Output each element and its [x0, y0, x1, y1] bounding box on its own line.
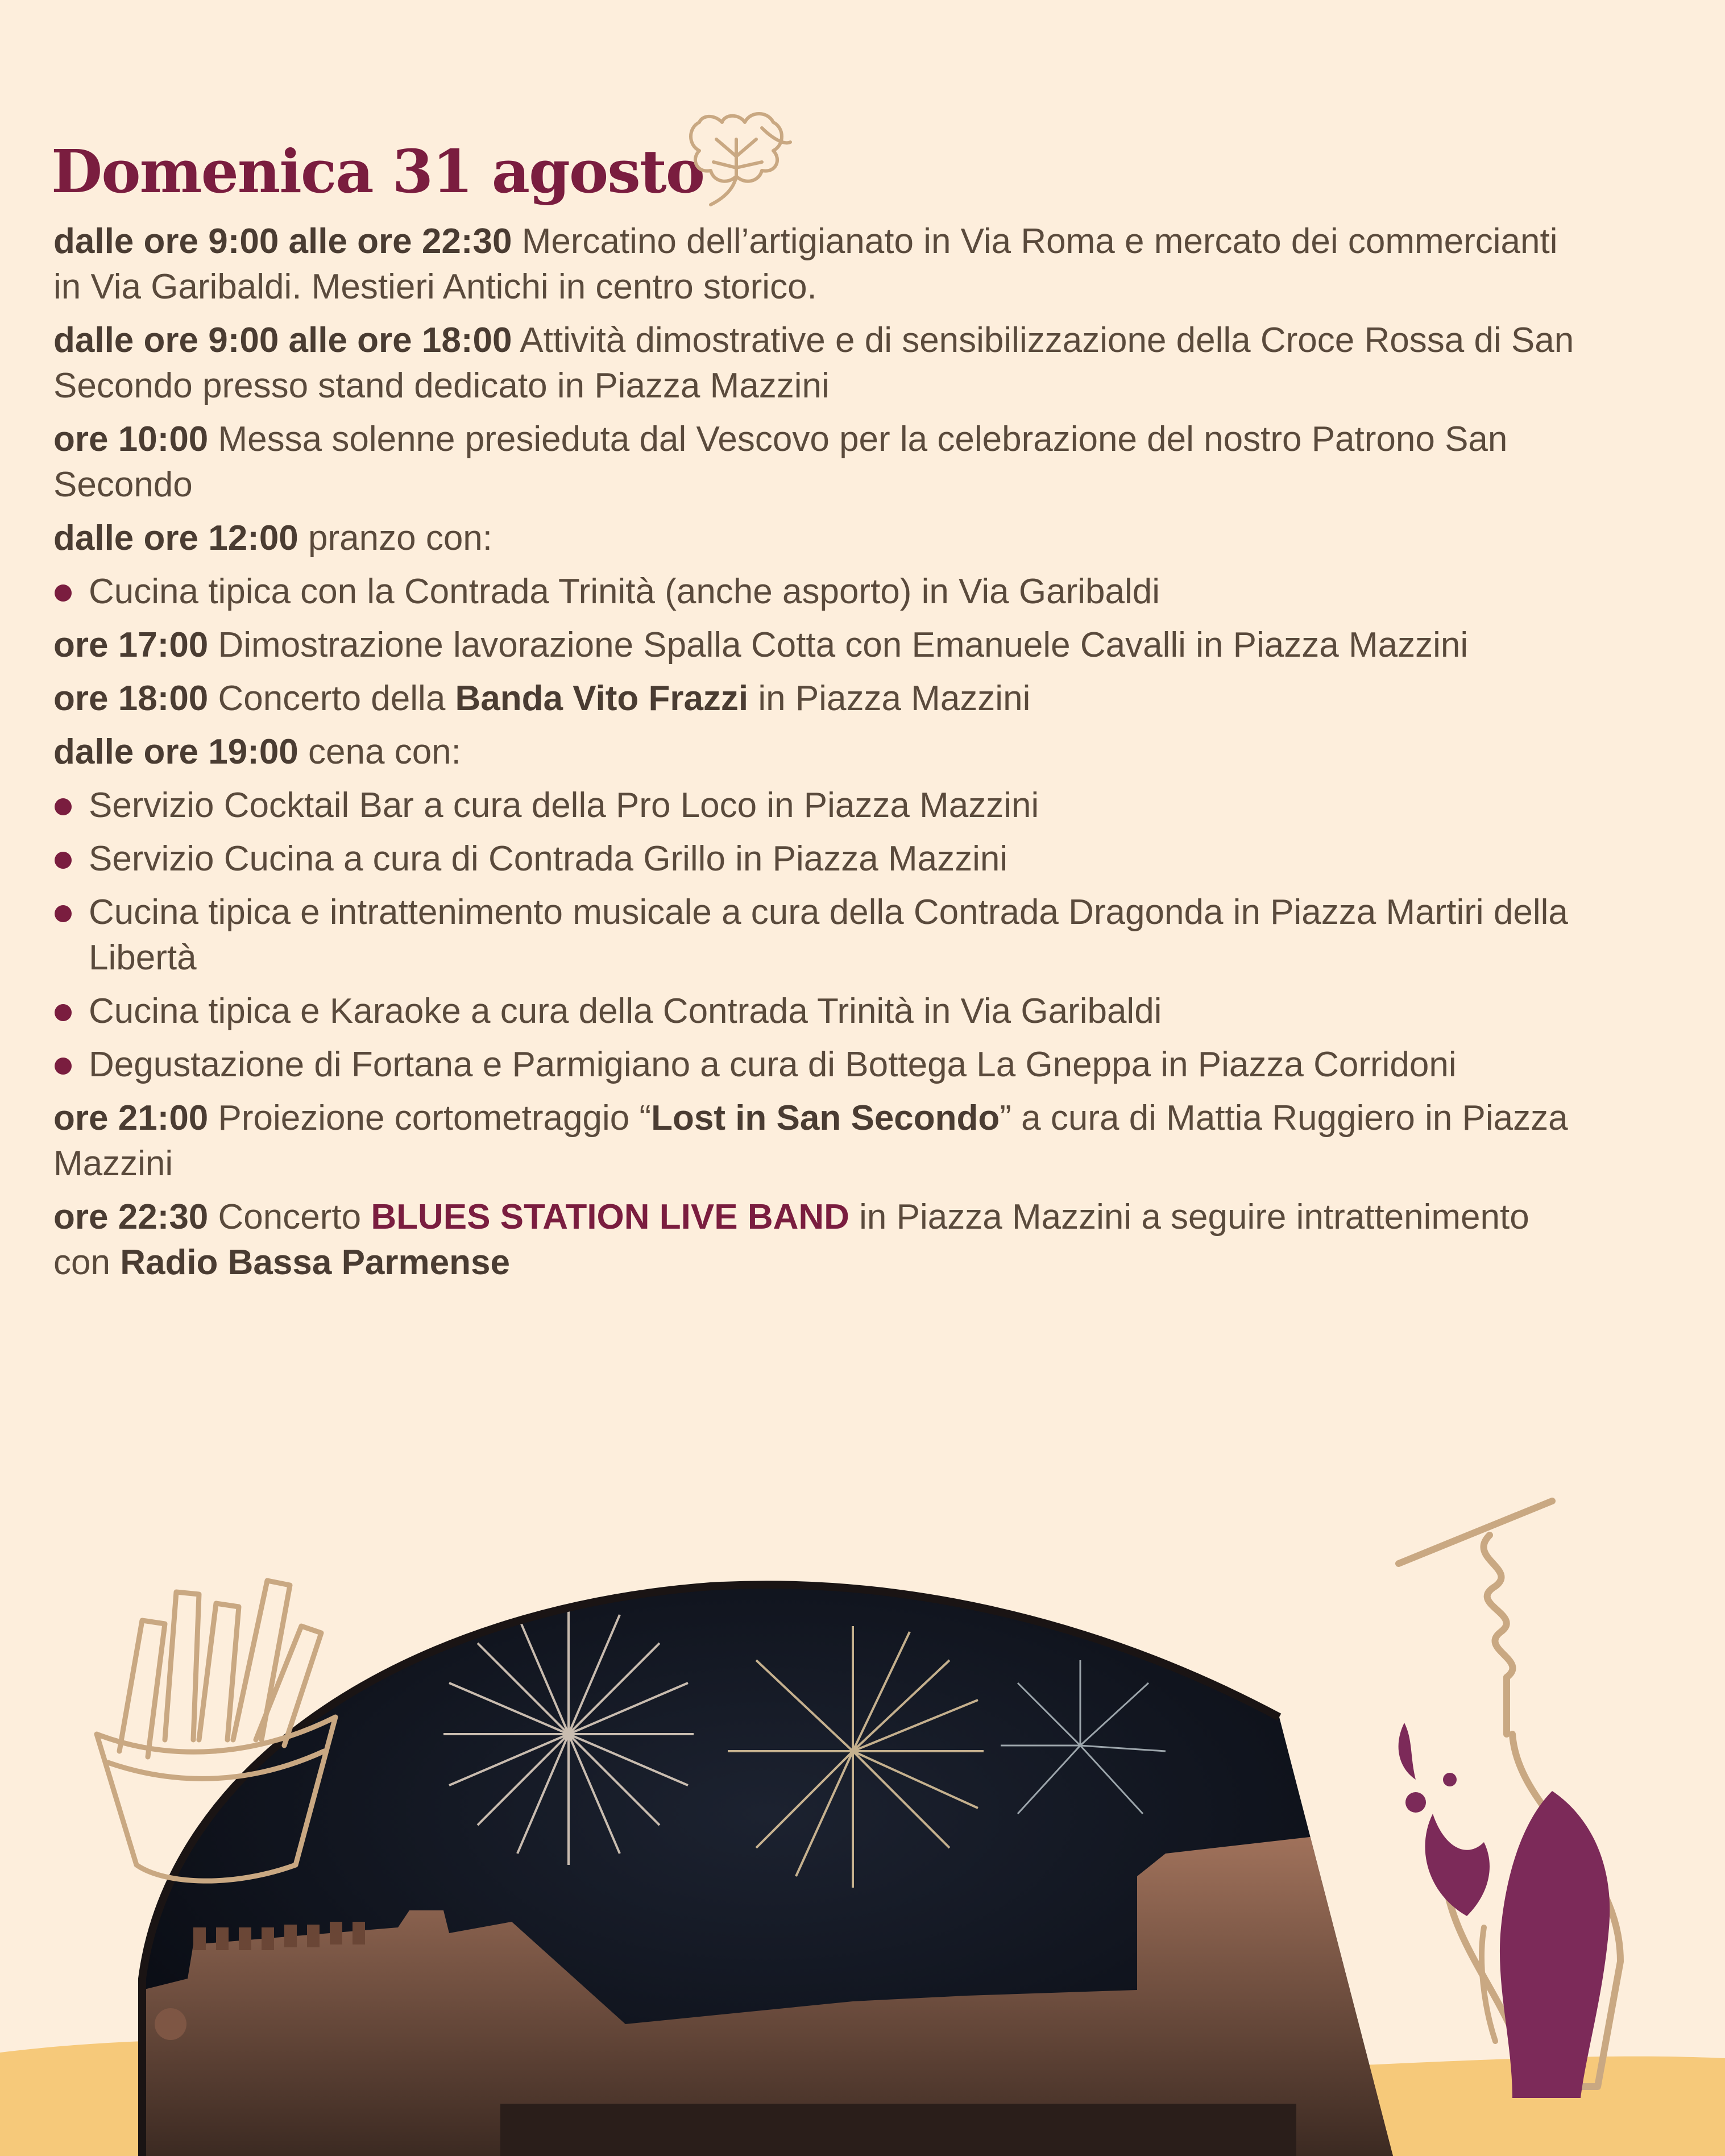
bullet-text [89, 1042, 1457, 1088]
bullet-dot-icon [55, 852, 72, 869]
schedule-entry [53, 417, 1589, 508]
bullet-text [89, 890, 1589, 981]
emphasis-text: dalle ore 12:00 [53, 519, 298, 558]
emphasis-text: ore 21:00 [53, 1098, 209, 1138]
body-text: Concerto della [208, 679, 455, 718]
emphasis-text: Banda Vito Frazzi [455, 679, 749, 718]
body-text: Cucina tipica e intrattenimento musicale a cura della Contrada Dragonda in Piazza Martiri della Libertà [89, 893, 1568, 977]
bullet-text [89, 569, 1160, 615]
emphasis-text: dalle ore 9:00 alle ore 18:00 [53, 321, 512, 360]
body-text: ” a cura di Mattia Ruggiero in Piazza Mazzini [53, 1098, 1568, 1183]
bullet-text [89, 989, 1162, 1034]
schedule-entry [53, 516, 1589, 561]
body-text: Degustazione di Fortana e Parmigiano a cura di Bottega La Gneppa in Piazza Corridoni [89, 1045, 1457, 1084]
schedule-bullet-item [53, 890, 1589, 981]
bullet-text [89, 836, 1007, 882]
highlight-text: BLUES STATION LIVE BAND [371, 1197, 849, 1237]
body-text: Concerto [208, 1197, 371, 1237]
body-text: Cucina tipica con la Contrada Trinità (anche asporto) in Via Garibaldi [89, 572, 1160, 611]
body-text: Proiezione cortometraggio “ [208, 1098, 652, 1138]
body-text: Dimostrazione lavorazione Spalla Cotta con Emanuele Cavalli in Piazza Mazzini [208, 625, 1469, 665]
body-text: Servizio Cucina a cura di Contrada Grillo in Piazza Mazzini [89, 839, 1008, 878]
schedule-bullet-item [53, 569, 1589, 615]
emphasis-text: ore 10:00 [53, 420, 209, 459]
schedule-bullet-item [53, 1042, 1589, 1088]
bullet-dot-icon [55, 905, 72, 922]
schedule-entry [53, 219, 1589, 310]
french-fries-icon [85, 1569, 347, 1888]
bullet-dot-icon [55, 584, 72, 602]
emphasis-text: Lost in San Secondo [651, 1098, 1000, 1138]
emphasis-text: dalle ore 19:00 [53, 732, 298, 772]
body-text: in Piazza Mazzini [748, 679, 1031, 718]
body-text: Attività dimostrative e di sensibilizzazione della Croce Rossa di San Secondo presso stand dedicato in Piazza Mazzini [53, 321, 1574, 405]
emphasis-text: dalle ore 9:00 alle ore 22:30 [53, 222, 512, 261]
schedule-entry [53, 318, 1589, 409]
body-text: Messa solenne presieduta dal Vescovo per la celebrazione del nostro Patrono San Secondo [53, 420, 1508, 504]
wine-bottle-corkscrew-icon [1382, 1495, 1689, 2109]
body-text: in Piazza Mazzini a seguire intrattenimento con [53, 1197, 1529, 1282]
body-text: cena con: [298, 732, 461, 772]
bullet-dot-icon [55, 1058, 72, 1075]
body-text: Mercatino dell’artigianato in Via Roma e mercato dei commercianti in Via Garibaldi. Mestieri Antichi in centro storico. [53, 222, 1558, 306]
bullet-dot-icon [55, 1004, 72, 1021]
emphasis-text: ore 17:00 [53, 625, 209, 665]
bullet-dot-icon [55, 798, 72, 815]
schedule-entry [53, 623, 1589, 668]
schedule-bullet-item [53, 989, 1589, 1034]
page-title: Domenica 31 agosto [51, 136, 704, 206]
schedule-bullet-item [53, 836, 1589, 882]
body-text: pranzo con: [298, 519, 493, 558]
schedule-entry [53, 1096, 1589, 1187]
schedule-entry [53, 1195, 1589, 1286]
body-text: Servizio Cocktail Bar a cura della Pro Loco in Piazza Mazzini [89, 786, 1039, 825]
schedule-entry [53, 729, 1589, 775]
schedule-list [53, 219, 1589, 1293]
bullet-text [89, 783, 1039, 828]
emphasis-text: ore 22:30 [53, 1197, 209, 1237]
emphasis-text: Radio Bassa Parmense [120, 1243, 510, 1282]
schedule-bullet-item [53, 783, 1589, 828]
emphasis-text: ore 18:00 [53, 679, 209, 718]
schedule-entry [53, 676, 1589, 722]
grape-leaf-icon [682, 105, 796, 213]
body-text: Cucina tipica e Karaoke a cura della Contrada Trinità in Via Garibaldi [89, 992, 1162, 1031]
